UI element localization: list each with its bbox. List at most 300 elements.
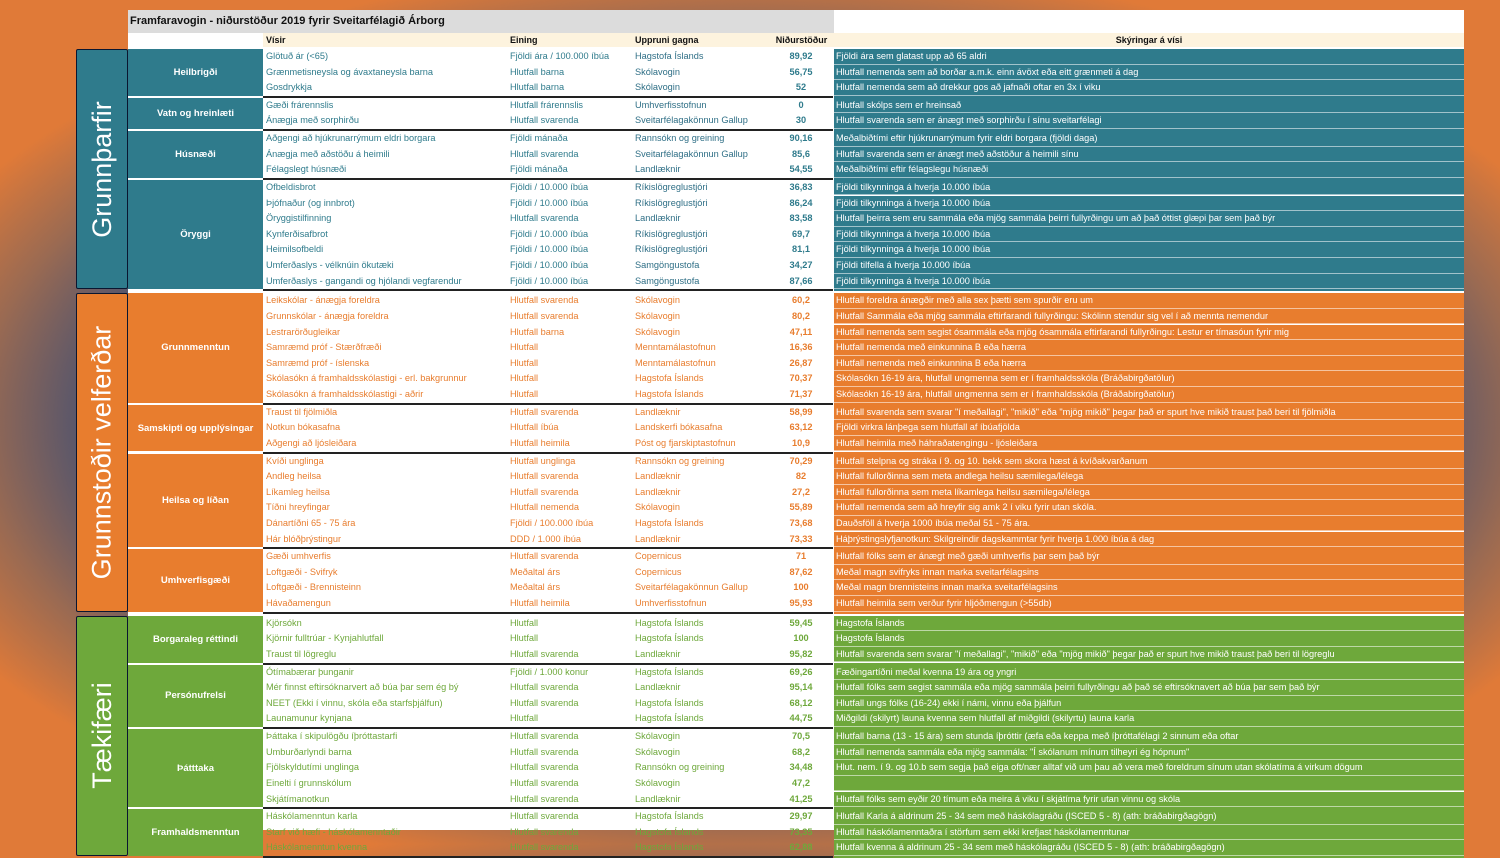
indicator-score: 69,26	[789, 666, 813, 677]
group-divider	[263, 612, 833, 614]
indicator-description: Fjöldi virkra lánþega sem hlutfall af íbúafjölda	[834, 420, 1464, 436]
indicator-description: Skólasókn 16-19 ára, hlutfall ungmenna sem er í framhaldsskóla (Bráðabirgðatölur)	[834, 387, 1464, 403]
indicator-source: Hagstofa Íslands	[635, 842, 704, 853]
indicator-score: 100	[793, 633, 809, 644]
group-label: Grunnmenntun	[128, 293, 263, 402]
table-row	[128, 80, 1464, 96]
indicator-source: Skólavogin	[635, 326, 680, 337]
table-row	[128, 309, 1464, 325]
table-row	[128, 420, 1464, 436]
indicator-group	[128, 616, 1464, 663]
group-label: Öryggi	[128, 180, 263, 289]
table-row	[128, 211, 1464, 227]
results-sheet	[128, 10, 1464, 853]
table-row	[128, 227, 1464, 243]
indicator-score: 69,7	[792, 228, 810, 239]
indicator-description: Fæðingartíðni meðal kvenna 19 ára og yngri	[834, 665, 1464, 681]
group-label: Heilbrigði	[128, 49, 263, 96]
indicator-score: 87,66	[789, 275, 813, 286]
indicator-unit: Hlutfall svarenda	[510, 486, 579, 497]
table-row	[128, 485, 1464, 501]
table-row	[128, 147, 1464, 163]
indicator-score: 68,2	[792, 746, 810, 757]
indicator-source: Landlæknir	[635, 533, 681, 544]
table-row	[128, 65, 1464, 81]
indicator-group	[128, 49, 1464, 96]
indicator-score: 27,2	[792, 486, 810, 497]
table-row	[128, 665, 1464, 681]
indicator-name: Gosdrykkja	[266, 82, 312, 93]
indicator-name: Mér finnst eftirsóknarvert að búa þar sem ég bý	[266, 682, 459, 693]
indicator-name: Skólasókn á framhaldsskólastigi - erl. bakgrunnur	[266, 373, 467, 384]
indicator-description: Hlutfall skólps sem er hreinsað	[834, 98, 1464, 114]
indicator-name: Fjölskyldutími unglinga	[266, 762, 359, 773]
indicator-source: Ríkislögreglustjóri	[635, 244, 708, 255]
indicator-description: Hlutfall fólks sem eyðir 20 tímum eða meira á viku í skjátíma fyrir utan vinnu og skóla	[834, 792, 1464, 808]
indicator-description: Hlutfall nemenda sammála eða mjög sammála: "Í skólanum mínum tilheyri ég hópnum"	[834, 745, 1464, 761]
indicator-unit: Fjöldi / 10.000 íbúa	[510, 181, 589, 192]
table-row	[128, 792, 1464, 808]
table-row	[128, 696, 1464, 712]
indicator-description: Meðalbiðtími eftir hjúkrunarrýmum fyrir eldri borgara (fjöldi daga)	[834, 131, 1464, 147]
indicator-source: Póst og fjarskiptastofnun	[635, 437, 736, 448]
indicator-group	[128, 293, 1464, 402]
indicator-name: Grunnskólar - ánægja foreldra	[266, 310, 389, 321]
indicator-unit: Fjöldi / 10.000 íbúa	[510, 228, 589, 239]
indicator-group	[128, 180, 1464, 289]
indicator-name: Kvíði unglinga	[266, 455, 324, 466]
indicator-name: Traust til fjölmiðla	[266, 406, 338, 417]
indicator-source: Hagstofa Íslands	[635, 373, 704, 384]
indicator-score: 90,16	[789, 133, 813, 144]
indicator-name: Samræmd próf - íslenska	[266, 357, 370, 368]
indicator-description: Hlutfall svarenda sem er ánægt með aðstöður á heimili sínu	[834, 147, 1464, 163]
indicator-unit: Hlutfall frárennslis	[510, 99, 584, 110]
indicator-source: Skólavogin	[635, 82, 680, 93]
indicator-source: Skólavogin	[635, 310, 680, 321]
table-row	[128, 580, 1464, 596]
header-uppruni: Uppruni gagna	[635, 33, 769, 47]
table-row	[128, 760, 1464, 776]
indicator-name: Tíðni hreyfingar	[266, 502, 330, 513]
indicator-description: Fjöldi ára sem glatast upp að 65 aldri	[834, 49, 1464, 65]
indicator-source: Rannsókn og greining	[635, 455, 725, 466]
indicator-source: Ríkislögreglustjóri	[635, 181, 708, 192]
indicator-unit: Hlutfall	[510, 357, 539, 368]
indicator-description: Hagstofa Íslands	[834, 631, 1464, 647]
indicator-name: Notkun bókasafna	[266, 422, 341, 433]
indicator-unit: DDD / 1.000 íbúa	[510, 533, 581, 544]
indicator-unit: Hlutfall svarenda	[510, 762, 579, 773]
indicator-name: Öryggistilfinning	[266, 213, 332, 224]
category-label: Grunnstoðir velferðar	[86, 325, 117, 580]
indicator-unit: Hlutfall barna	[510, 82, 565, 93]
indicator-unit: Hlutfall svarenda	[510, 777, 579, 788]
indicator-source: Rannsókn og greining	[635, 133, 725, 144]
indicator-source: Rannsókn og greining	[635, 762, 725, 773]
sheet-title: Framfaravogin - niðurstöður 2019 fyrir Sveitarfélagið Árborg	[128, 10, 834, 33]
indicator-unit: Fjöldi / 10.000 íbúa	[510, 244, 589, 255]
indicator-description: Meðal magn svifryks innan marka sveitarfélagsins	[834, 565, 1464, 581]
indicator-score: 34,27	[789, 260, 813, 271]
table-row	[128, 356, 1464, 372]
indicator-source: Skólavogin	[635, 502, 680, 513]
indicator-score: 95,82	[789, 648, 813, 659]
category-band	[76, 616, 128, 856]
indicator-score: 41,25	[789, 793, 813, 804]
indicator-source: Sveitarfélagakönnun Gallup	[635, 115, 748, 126]
indicator-name: Kynferðisafbrot	[266, 228, 328, 239]
indicator-source: Landlæknir	[635, 164, 681, 175]
indicator-source: Landlæknir	[635, 471, 681, 482]
table-row	[128, 340, 1464, 356]
indicator-unit: Hlutfall	[510, 713, 539, 724]
indicator-description: Hlutfall fólks sem segist sammála eða mjög sammála þeirri fullyrðingu að það sé eftirsóknavert að búa þar sem það býr	[834, 680, 1464, 696]
indicator-description: Hlutfall nemenda sem að drekkur gos að jafnaði oftar en 3x í viku	[834, 80, 1464, 96]
indicator-unit: Hlutfall svarenda	[510, 648, 579, 659]
indicator-description: Hlutfall nemenda með einkunnina B eða hærra	[834, 356, 1464, 372]
indicator-unit: Hlutfall heimila	[510, 598, 570, 609]
indicator-name: Aðgengi að hjúkrunarrýmum eldri borgara	[266, 133, 436, 144]
indicator-unit: Hlutfall svarenda	[510, 115, 579, 126]
group-label: Samskipti og upplýsingar	[128, 405, 263, 452]
table-row	[128, 776, 1464, 792]
indicator-unit: Fjöldi mánaða	[510, 133, 568, 144]
table-row	[128, 196, 1464, 212]
indicator-name: Grænmetisneysla og ávaxtaneysla barna	[266, 66, 433, 77]
indicator-group	[128, 405, 1464, 452]
indicator-unit: Hlutfall unglinga	[510, 455, 576, 466]
indicator-score: 73,35	[789, 826, 813, 837]
indicator-score: 26,87	[789, 357, 813, 368]
table-row	[128, 180, 1464, 196]
indicator-score: 59,45	[789, 617, 813, 628]
indicator-score: 73,68	[789, 517, 813, 528]
indicator-unit: Hlutfall	[510, 389, 539, 400]
indicator-unit: Fjöldi / 10.000 íbúa	[510, 260, 589, 271]
indicator-score: 34,48	[789, 762, 813, 773]
indicator-description: Hlutfall fullorðinna sem meta líkamlega heilsu sæmilega/lélega	[834, 485, 1464, 501]
indicator-description: Hagstofa Íslands	[834, 616, 1464, 632]
indicator-description: Hlutfall ungs fólks (16-24) ekki í námi, vinnu eða þjálfun	[834, 696, 1464, 712]
indicator-unit: Meðaltal árs	[510, 582, 561, 593]
indicator-unit: Fjöldi ára / 100.000 íbúa	[510, 51, 610, 61]
indicator-source: Landlæknir	[635, 486, 681, 497]
table-row	[128, 131, 1464, 147]
indicator-name: Samræmd próf - Stærðfræði	[266, 342, 382, 353]
table-row	[128, 596, 1464, 612]
table-row	[128, 162, 1464, 178]
indicator-score: 70,29	[789, 455, 813, 466]
indicator-score: 30	[795, 115, 807, 126]
indicator-name: Félagslegt húsnæði	[266, 164, 347, 175]
indicator-score: 52	[795, 82, 807, 93]
indicator-source: Hagstofa Íslands	[635, 666, 704, 677]
indicator-source: Samgöngustofa	[635, 275, 700, 286]
indicator-unit: Hlutfall íbúa	[510, 422, 559, 433]
indicator-unit: Fjöldi / 10.000 íbúa	[510, 275, 589, 286]
indicator-unit: Hlutfall svarenda	[510, 551, 579, 562]
indicator-source: Skólavogin	[635, 295, 680, 306]
table-row	[128, 516, 1464, 532]
indicator-name: Þjófnaður (og innbrot)	[266, 197, 355, 208]
group-label: Framhaldsmenntun	[128, 809, 263, 856]
indicator-description: Meðal magn brennisteins innan marka sveitarfélagsins	[834, 580, 1464, 596]
category-band	[76, 49, 128, 289]
indicator-name: Traust til lögreglu	[266, 648, 337, 659]
table-row	[128, 454, 1464, 470]
header-eining: Eining	[510, 33, 635, 47]
indicator-score: 47,11	[789, 326, 813, 337]
indicator-unit: Hlutfall svarenda	[510, 406, 579, 417]
indicator-description: Hlutfall heimila sem verður fyrir hljóðmengun (>55db)	[834, 596, 1464, 612]
indicator-name: Dánartíðni 65 - 75 ára	[266, 517, 356, 528]
indicator-name: Hávaðamengun	[266, 598, 331, 609]
header-skyringar: Skýringar á vísi	[834, 33, 1464, 47]
indicator-description: Hlut. nem. í 9. og 10.b sem segja það eiga oft/nær alltaf við um þau að vera með foreldrum sínum utan skólatíma á virkum dögum	[834, 760, 1464, 776]
indicator-unit: Fjöldi mánaða	[510, 164, 568, 175]
category-band	[76, 293, 128, 611]
indicator-name: Starf við hæfi - háskólamenntaðir	[266, 826, 401, 837]
indicator-score: 82	[795, 471, 807, 482]
group-label: Borgaraleg réttindi	[128, 616, 263, 663]
indicator-unit: Hlutfall svarenda	[510, 682, 579, 693]
table-row	[128, 258, 1464, 274]
indicator-name: Kjörsókn	[266, 617, 302, 628]
indicator-description: Meðalbiðtími eftir félagslegu húsnæði	[834, 162, 1464, 178]
indicator-score: 68,12	[789, 697, 813, 708]
category-label: Grunnþarfir	[86, 100, 117, 238]
indicator-source: Hagstofa Íslands	[635, 389, 704, 400]
indicator-name: Leikskólar - ánægja foreldra	[266, 295, 380, 306]
table-row	[128, 293, 1464, 309]
indicator-source: Sveitarfélagakönnun Gallup	[635, 148, 748, 159]
indicator-score: 58,99	[789, 406, 813, 417]
indicator-name: Ánægja með sorphirðu	[266, 115, 359, 126]
indicator-name: Loftgæði - Svifryk	[266, 566, 338, 577]
indicator-source: Menntamálastofnun	[635, 357, 716, 368]
indicator-unit: Hlutfall svarenda	[510, 697, 579, 708]
indicator-score: 29,97	[789, 811, 813, 822]
indicator-unit: Hlutfall	[510, 342, 539, 353]
indicator-score: 71,37	[789, 389, 813, 400]
table-row	[128, 98, 1464, 114]
indicator-description: Hlutfall svarenda sem er ánægt með sorphirðu í sínu sveitarfélagi	[834, 113, 1464, 129]
indicator-name: Skólasókn á framhaldsskólastigi - aðrir	[266, 389, 424, 400]
indicator-score: 73,33	[789, 533, 813, 544]
indicator-name: Launamunur kynjana	[266, 713, 352, 724]
indicator-description: Fjöldi tilfella á hverja 10.000 íbúa	[834, 258, 1464, 274]
indicator-group	[128, 549, 1464, 611]
indicator-description: Fjöldi tilkynninga á hverja 10.000 íbúa	[834, 274, 1464, 290]
table-row	[128, 469, 1464, 485]
table-row	[128, 616, 1464, 632]
group-divider	[263, 289, 833, 291]
indicator-group	[128, 454, 1464, 548]
indicator-score: 95,93	[789, 598, 813, 609]
indicator-unit: Hlutfall barna	[510, 66, 565, 77]
indicator-source: Umhverfisstofnun	[635, 598, 707, 609]
indicator-description: Hlutfall stelpna og stráka í 9. og 10. bekk sem skora hæst á kvíðakvarðanum	[834, 454, 1464, 470]
indicator-score: 0	[798, 99, 804, 110]
indicator-unit: Hlutfall svarenda	[510, 842, 579, 853]
indicator-group	[128, 729, 1464, 807]
indicator-score: 71	[795, 551, 807, 562]
table-row	[128, 631, 1464, 647]
indicator-source: Hagstofa Íslands	[635, 617, 704, 628]
indicator-source: Hagstofa Íslands	[635, 51, 704, 61]
indicator-source: Hagstofa Íslands	[635, 826, 704, 837]
indicator-group	[128, 665, 1464, 727]
indicator-description: Hlutfall Sammála eða mjög sammála eftirfarandi fullyrðingu: Skólinn stendur sig vel í að mennta nemendur	[834, 309, 1464, 325]
indicator-source: Hagstofa Íslands	[635, 633, 704, 644]
indicator-score: 100	[793, 582, 809, 593]
indicator-source: Menntamálastofnun	[635, 342, 716, 353]
table-row	[128, 49, 1464, 65]
table-row	[128, 565, 1464, 581]
table-row	[128, 500, 1464, 516]
indicator-description: Hlutfall barna (13 - 15 ára) sem stunda íþróttir (æfa eða keppa með íþróttafélagi 2 sinnum eða oftar	[834, 729, 1464, 745]
table-row	[128, 436, 1464, 452]
indicator-description: Hlutfall Karla á aldrinum 25 - 34 sem með háskólagráðu (ISCED 5 - 8) (ath: bráðabirgðagögn)	[834, 809, 1464, 825]
indicator-score: 44,75	[789, 713, 813, 724]
indicator-source: Hagstofa Íslands	[635, 713, 704, 724]
indicator-description: Hlutfall fullorðinna sem meta andlega heilsu sæmilega/lélega	[834, 469, 1464, 485]
indicator-score: 62,88	[789, 842, 813, 853]
indicator-unit: Hlutfall svarenda	[510, 148, 579, 159]
indicator-unit: Hlutfall nemenda	[510, 502, 579, 513]
indicator-score: 95,14	[789, 682, 813, 693]
indicator-unit: Hlutfall barna	[510, 326, 565, 337]
indicator-description: Hlutfall þeirra sem eru sammála eða mjög sammála þeirri fullyrðingu um að það óttist glæpi þar sem það býr	[834, 211, 1464, 227]
indicator-name: Hár blóðþrýstingur	[266, 533, 342, 544]
indicator-unit: Hlutfall	[510, 373, 539, 384]
table-row	[128, 840, 1464, 856]
indicator-description: Háþrýstingslyfjanotkun: Skilgreindir dagskammtar fyrir hverja 1.000 íbúa á dag	[834, 532, 1464, 548]
indicator-group	[128, 809, 1464, 856]
indicator-source: Landlæknir	[635, 213, 681, 224]
indicator-name: Heimilsofbeldi	[266, 244, 324, 255]
indicator-source: Ríkislögreglustjóri	[635, 197, 708, 208]
indicator-unit: Hlutfall svarenda	[510, 213, 579, 224]
group-label: Vatn og hreinlæti	[128, 98, 263, 129]
header-visir: Vísir	[263, 33, 510, 47]
indicator-description: Hlutfall nemenda sem að hreyfir sig amk 2 í viku fyrir utan skóla.	[834, 500, 1464, 516]
indicator-description	[834, 776, 1464, 792]
table-row	[128, 729, 1464, 745]
table-row	[128, 532, 1464, 548]
indicator-score: 54,55	[789, 164, 813, 175]
indicator-group	[128, 98, 1464, 129]
indicator-description: Hlutfall heimila með háhraðatengingu - ljósleiðara	[834, 436, 1464, 452]
indicator-name: Aðgengi að ljósleiðara	[266, 437, 357, 448]
indicator-score: 10,9	[792, 437, 810, 448]
table-row	[128, 680, 1464, 696]
indicator-unit: Hlutfall svarenda	[510, 310, 579, 321]
indicator-score: 87,62	[789, 566, 813, 577]
indicator-unit: Hlutfall svarenda	[510, 471, 579, 482]
indicator-name: Ofbeldisbrot	[266, 181, 316, 192]
indicator-description: Miðgildi (skilyrt) launa kvenna sem hlutfall af miðgildi (skilyrtu) launa karla	[834, 711, 1464, 727]
indicator-description: Fjöldi tilkynninga á hverja 10.000 íbúa	[834, 242, 1464, 258]
indicator-unit: Hlutfall heimila	[510, 437, 570, 448]
indicator-name: Umburðarlyndi barna	[266, 746, 352, 757]
indicator-unit: Hlutfall svarenda	[510, 731, 579, 742]
indicator-unit: Hlutfall	[510, 617, 539, 628]
indicator-name: Einelti í grunnskólum	[266, 777, 352, 788]
indicator-score: 70,5	[792, 731, 810, 742]
indicator-description: Hlutfall foreldra ánægðir með alla sex þætti sem spurðir eru um	[834, 293, 1464, 309]
indicator-score: 70,37	[789, 373, 813, 384]
indicator-description: Fjöldi tilkynninga á hverja 10.000 íbúa	[834, 227, 1464, 243]
indicator-score: 60,2	[792, 295, 810, 306]
table-row	[128, 647, 1464, 663]
indicator-source: Sveitarfélagakönnun Gallup	[635, 582, 748, 593]
table-row	[128, 387, 1464, 403]
table-row	[128, 825, 1464, 841]
indicator-unit: Hlutfall svarenda	[510, 746, 579, 757]
indicator-description: Hlutfall nemenda með einkunnina B eða hærra	[834, 340, 1464, 356]
indicator-source: Skólavogin	[635, 746, 680, 757]
table-row	[128, 405, 1464, 421]
indicator-score: 16,36	[789, 342, 813, 353]
indicator-unit: Hlutfall svarenda	[510, 793, 579, 804]
indicator-source: Skólavogin	[635, 66, 680, 77]
indicator-score: 36,83	[789, 181, 813, 192]
indicator-name: Líkamleg heilsa	[266, 486, 330, 497]
indicator-description: Fjöldi tilkynninga á hverja 10.000 íbúa	[834, 180, 1464, 196]
indicator-score: 85,6	[792, 148, 810, 159]
indicator-name: Ánægja með aðstöðu á heimili	[266, 148, 390, 159]
indicator-description: Hlutfall fólks sem er ánægt með gæði umhverfis þar sem það býr	[834, 549, 1464, 565]
indicator-name: Ótímabærar þunganir	[266, 666, 354, 677]
category-label: Tækifæri	[86, 682, 117, 790]
indicator-unit: Hlutfall svarenda	[510, 811, 579, 822]
indicator-name: Umferðaslys - vélknúin ökutæki	[266, 260, 394, 271]
indicator-source: Skólavogin	[635, 731, 680, 742]
indicator-description: Hlutfall nemenda sem að borðar a.m.k. einn ávöxt eða eitt grænmeti á dag	[834, 65, 1464, 81]
table-row	[128, 711, 1464, 727]
indicator-description: Hlutfall nemenda sem segist ósammála eða mjög ósammála eftirfarandi fullyrðingu: Lestur er tímasóun fyrir mig	[834, 325, 1464, 341]
indicator-description: Hlutfall kvenna á aldrinum 25 - 34 sem með háskólagráðu (ISCED 5 - 8) (ath: bráðabirgðagögn)	[834, 840, 1464, 856]
indicator-unit: Hlutfall svarenda	[510, 826, 579, 837]
group-label: Þátttaka	[128, 729, 263, 807]
indicator-name: Gæði frárennslis	[266, 99, 334, 110]
indicator-name: Háskólamenntun karla	[266, 811, 358, 822]
table-row	[128, 549, 1464, 565]
indicator-score: 56,75	[789, 66, 813, 77]
indicator-name: Háskólamenntun kvenna	[266, 842, 368, 853]
indicator-name: NEET (Ekki í vinnu, skóla eða starfsþjálfun)	[266, 697, 443, 708]
indicator-name: Andleg heilsa	[266, 471, 322, 482]
table-row	[128, 745, 1464, 761]
indicator-unit: Hlutfall	[510, 633, 539, 644]
indicator-description: Skólasókn 16-19 ára, hlutfall ungmenna sem er í framhaldsskóla (Bráðabirgðatölur)	[834, 371, 1464, 387]
indicator-source: Landlæknir	[635, 406, 681, 417]
indicator-source: Landlæknir	[635, 682, 681, 693]
indicator-score: 55,89	[789, 502, 813, 513]
indicator-score: 80,2	[792, 310, 810, 321]
indicator-source: Hagstofa Íslands	[635, 811, 704, 822]
header-nidurstodur: Niðurstöður	[769, 33, 834, 47]
indicator-name: Lestrarörðugleikar	[266, 326, 341, 337]
table-row	[128, 274, 1464, 290]
table-row	[128, 113, 1464, 129]
indicator-source: Ríkislögreglustjóri	[635, 228, 708, 239]
indicator-score: 63,12	[789, 422, 813, 433]
indicator-source: Copernicus	[635, 551, 682, 562]
indicator-name: Þáttaka í skipulögðu íþróttastarfi	[266, 731, 398, 742]
